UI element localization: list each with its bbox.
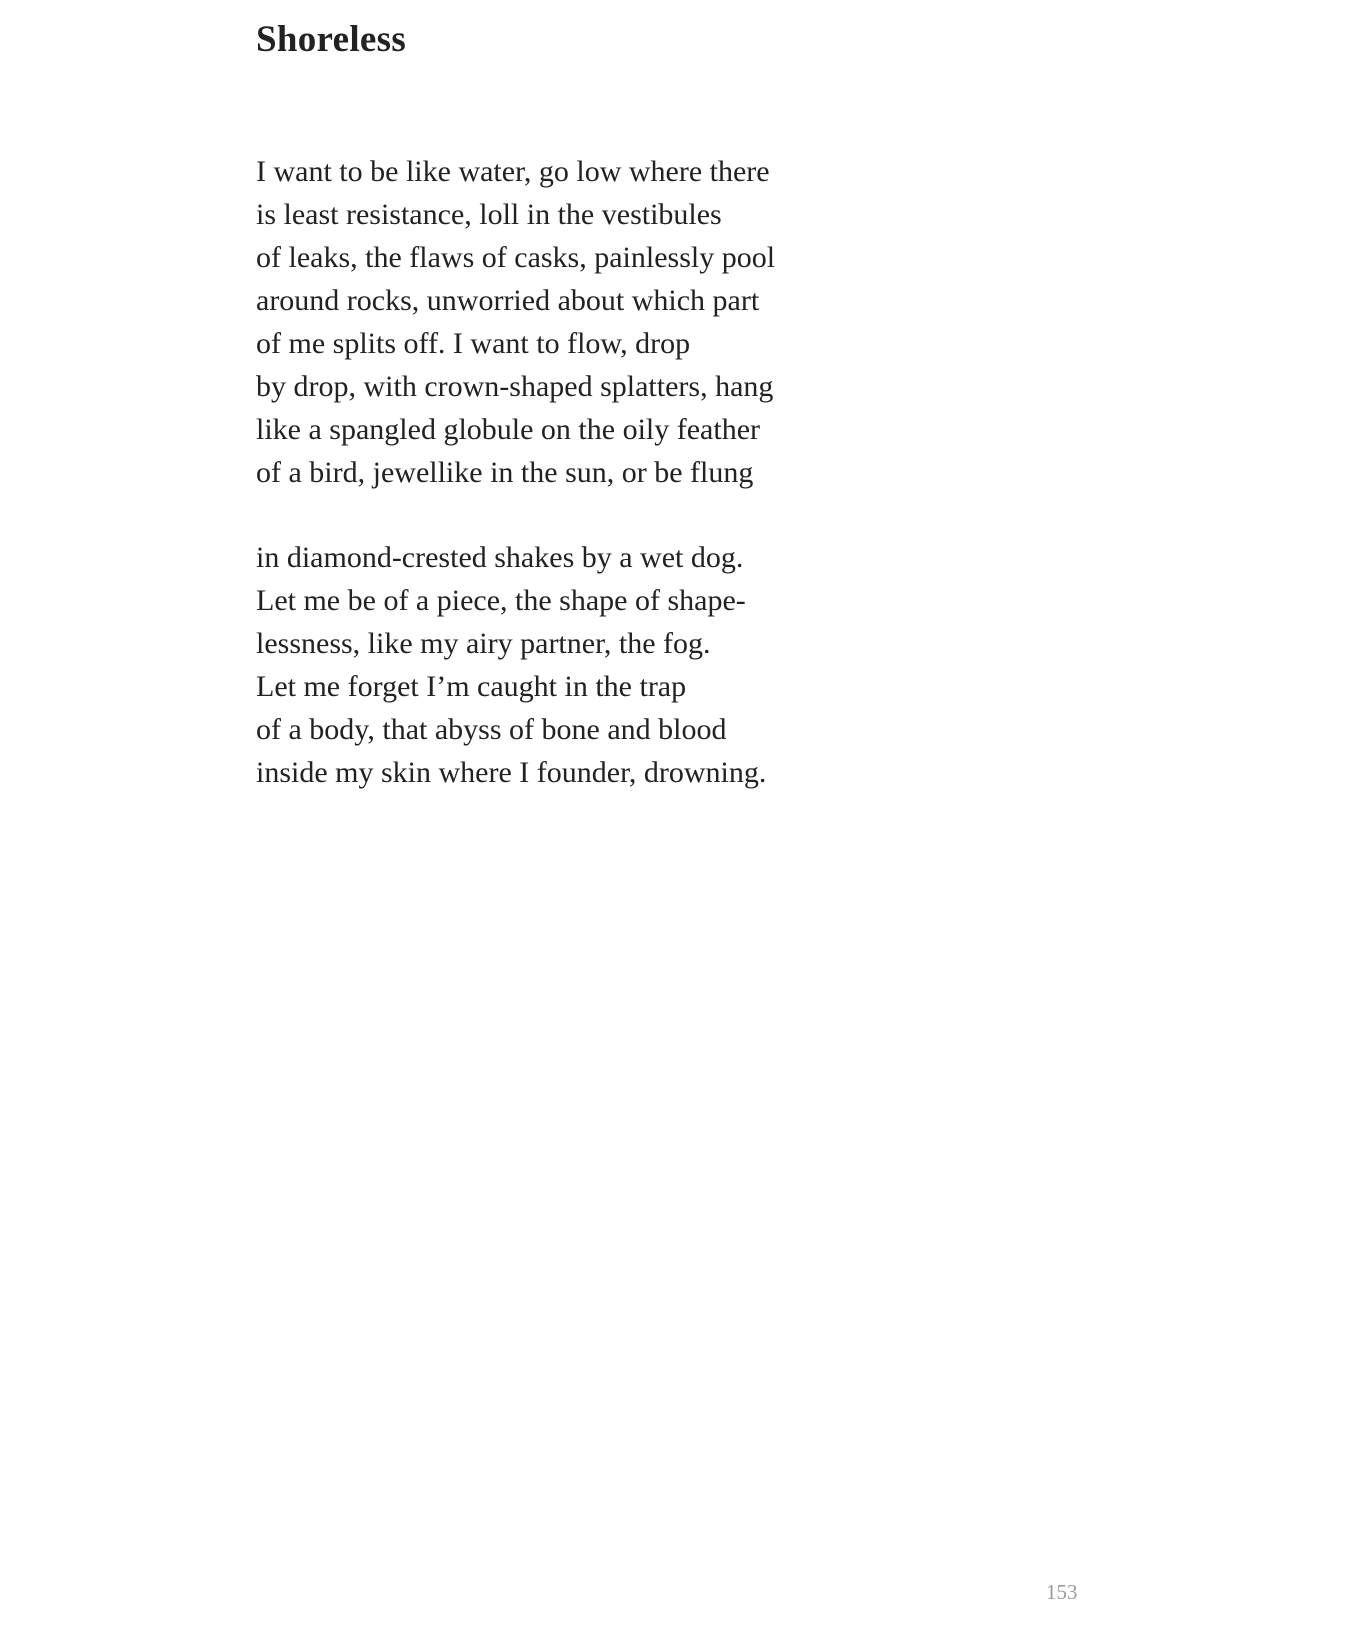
poem-line: of a body, that abyss of bone and blood <box>256 713 727 746</box>
poem-line: of a bird, jewellike in the sun, or be flung <box>256 456 754 489</box>
poem-line: inside my skin where I founder, drowning. <box>256 756 767 789</box>
poem-line: like a spangled globule on the oily feather <box>256 413 761 446</box>
poem-title: Shoreless <box>256 19 407 60</box>
stanza-1 <box>256 150 775 494</box>
page-number: 153 <box>1046 1580 1078 1604</box>
poem-line: around rocks, unworried about which part <box>256 284 760 317</box>
stanza-2 <box>256 536 766 794</box>
poem-line: in diamond-crested shakes by a wet dog. <box>256 541 744 574</box>
poem-line: of me splits off. I want to flow, drop <box>256 327 691 360</box>
poem-line: Let me forget I’m caught in the trap <box>256 670 687 703</box>
poem-line: of leaks, the flaws of casks, painlessly pool <box>256 241 776 274</box>
poem-line: by drop, with crown-shaped splatters, hang <box>256 370 774 403</box>
poem-line: is least resistance, loll in the vestibules <box>256 198 722 231</box>
poem-line: lessness, like my airy partner, the fog. <box>256 627 711 660</box>
poem-line: Let me be of a piece, the shape of shape- <box>256 584 746 617</box>
poem-line: I want to be like water, go low where there <box>256 155 770 188</box>
